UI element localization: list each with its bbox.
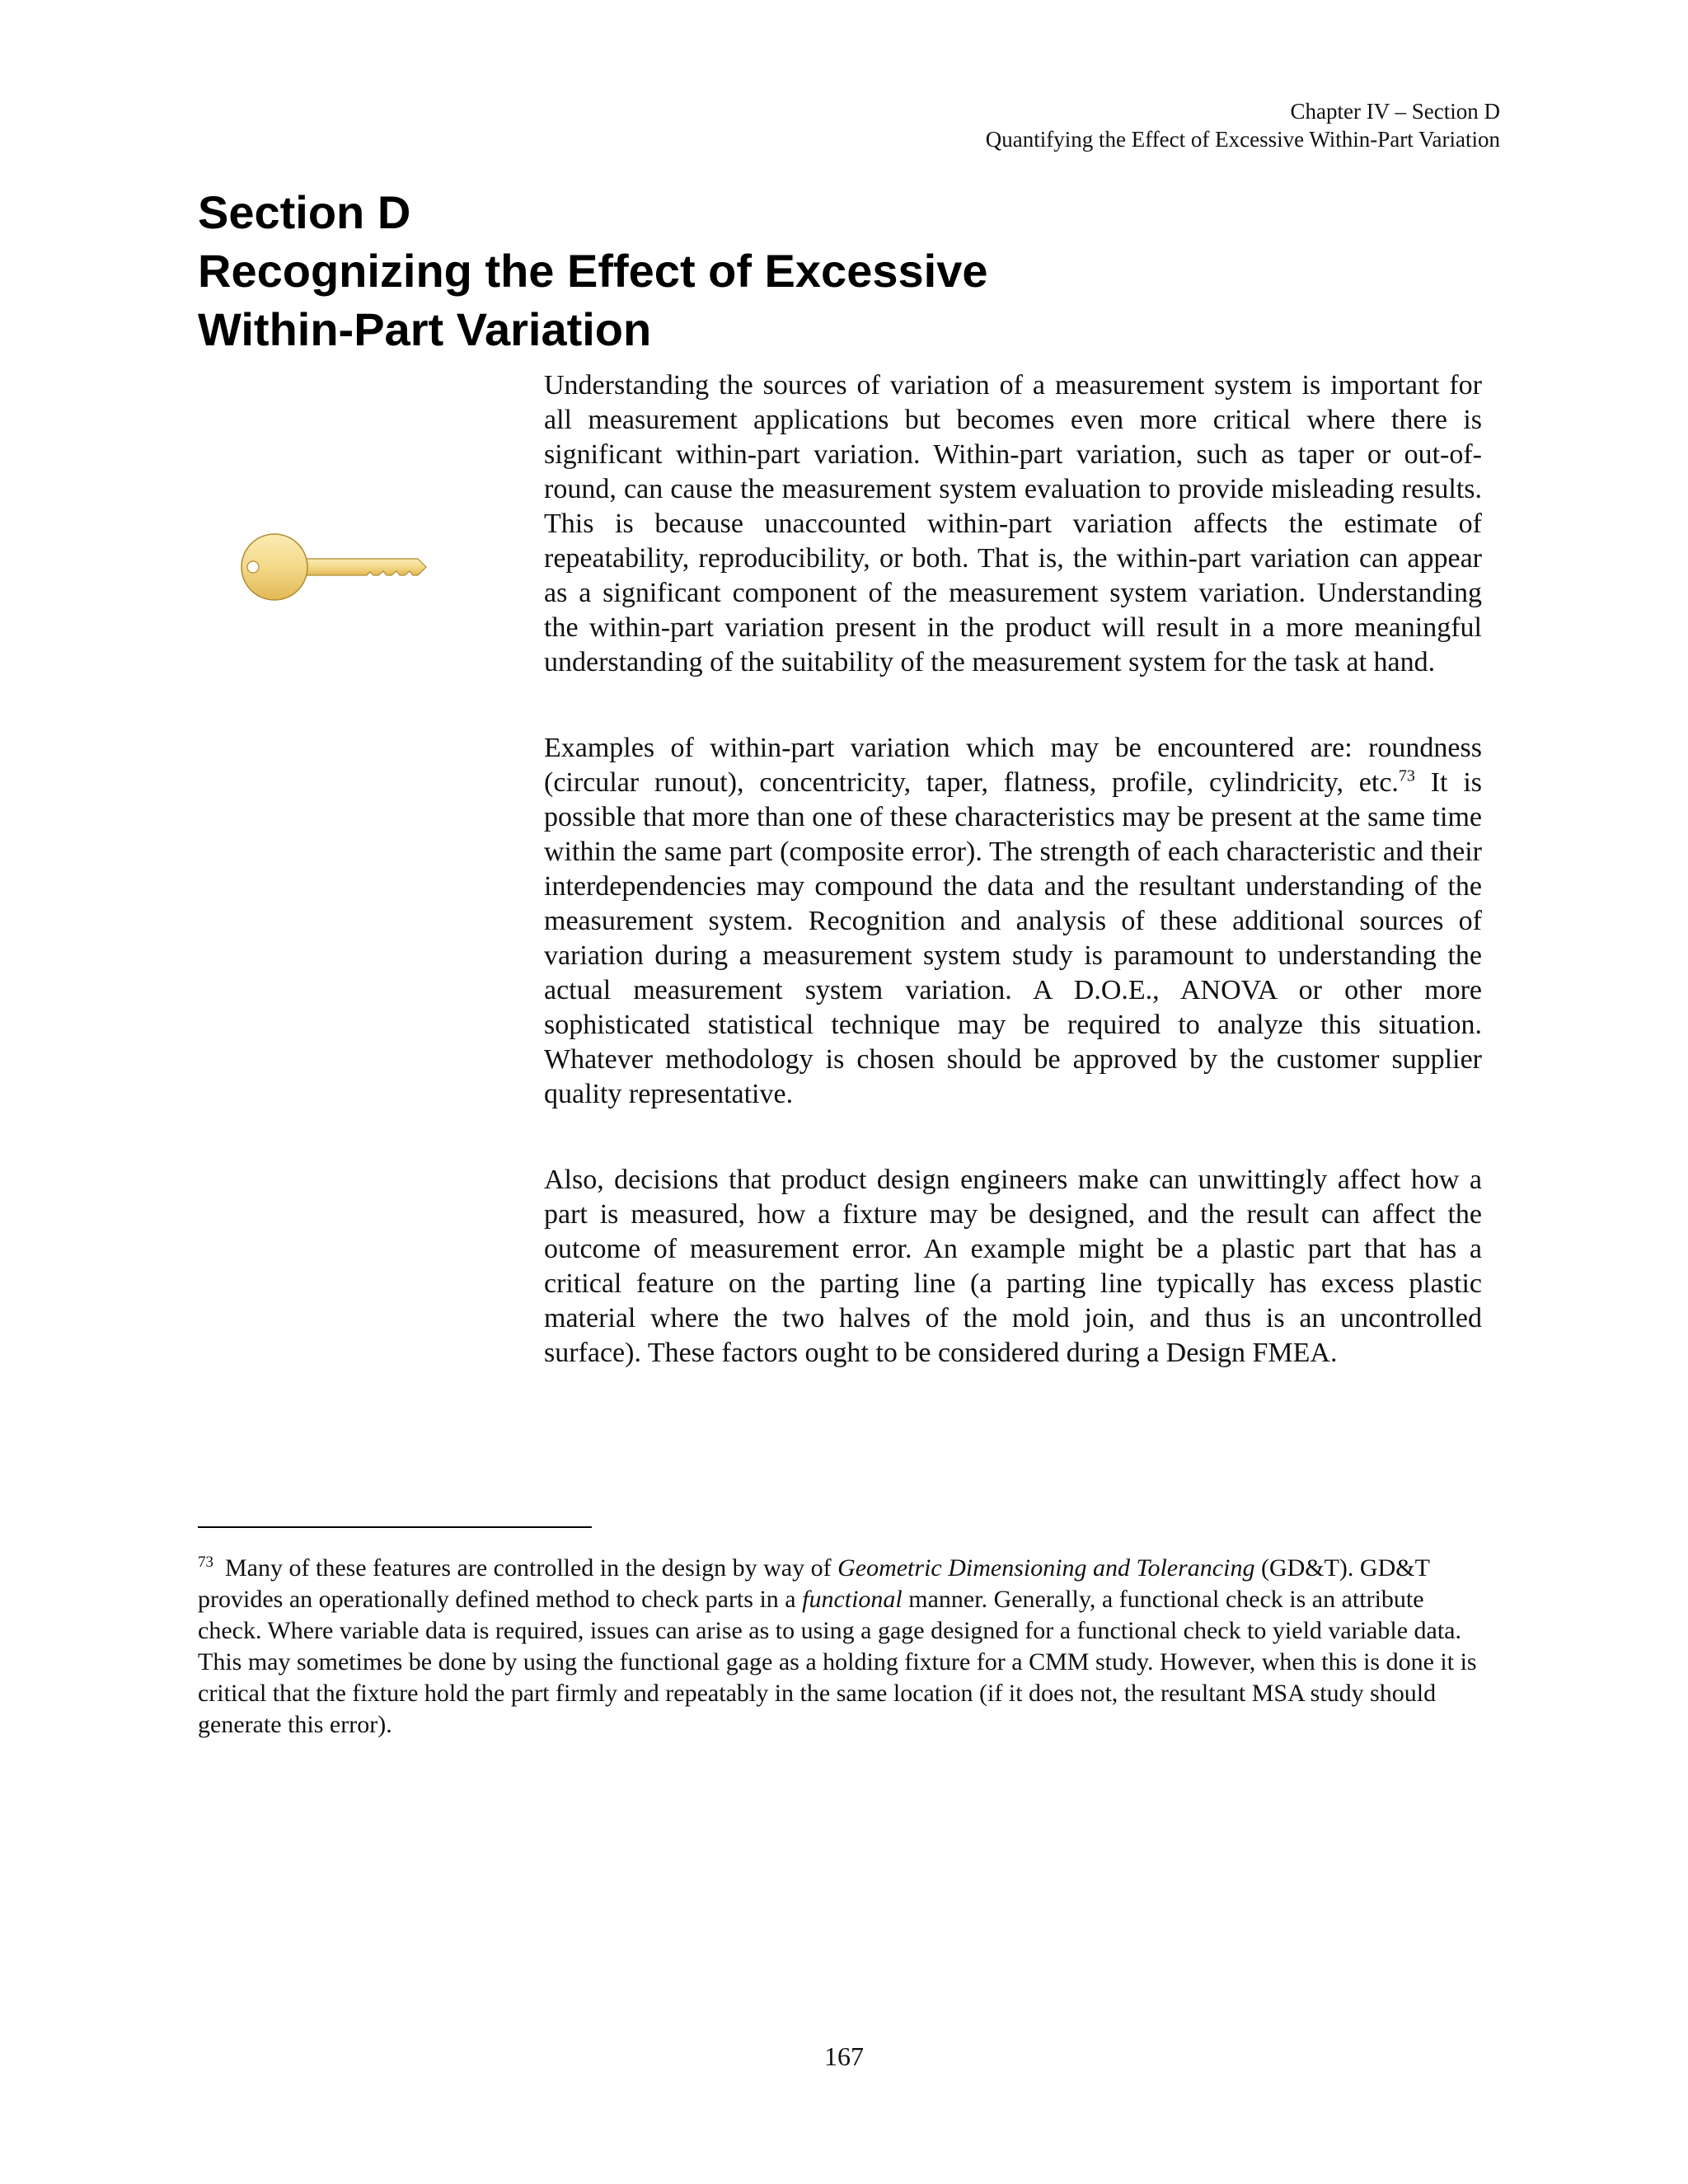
footnote-text-a: Many of these features are controlled in the design by way of <box>225 1554 838 1582</box>
key-icon <box>235 532 429 610</box>
footnote-italic-gdt: Geometric Dimensioning and Tolerancing <box>837 1554 1255 1582</box>
footnote-text-c: manner. Generally, a functional check is an attribute check. Where variable data is required, issues can arise as to using a gage designed for a functional check to yield variable data. This may sometimes be done by using the functional gage as a holding fixture for a CMM study. However, when this is done it is critical that the fixture hold the part firmly and repeatably in the same location (if it does not, the resultant MSA study should generate this error). <box>198 1586 1477 1738</box>
section-title <box>198 183 987 359</box>
running-header-chapter: Chapter IV – Section D <box>1290 99 1500 124</box>
paragraph-3: Also, decisions that product design engineers make can unwittingly affect how a part is measured, how a fixture may be designed, and the result can affect the outcome of measurement error. An example might be a plastic part that has a critical feature on the parting line (a parting line typically has excess plastic material where the two halves of the mold join, and thus is an uncontrolled surface). These factors ought to be considered during a Design FMEA. <box>544 1165 1482 1368</box>
running-header-subtitle: Quantifying the Effect of Excessive Within-Part Variation <box>985 127 1500 152</box>
page-number: 167 <box>824 2041 864 2071</box>
body-text <box>544 368 1482 1422</box>
footnote-reference[interactable]: 73 <box>1398 766 1415 785</box>
footnote-separator <box>198 1526 592 1528</box>
section-title-line-2: Recognizing the Effect of Excessive <box>198 245 988 297</box>
section-title-line-3: Within-Part Variation <box>198 303 652 355</box>
footnote-text-b: (GD&T). GD&T provides an operationally defined method to check parts in a <box>198 1554 1430 1613</box>
paragraph-1: Understanding the sources of variation of a measurement system is important for all measurement applications but becomes even more critical where there is significant within-part variation. Within-part variation, such as taper or out-of-round, can cause the measurement system evaluation to provide misleading results. This is because unaccounted within-part variation affects the estimate of repeatability, reproducibility, or both. That is, the within-part variation can appear as a significant component of the measurement system variation. Understanding the within-part variation present in the product will result in a more meaningful understanding of the suitability of the measurement system for the task at hand. <box>544 370 1482 677</box>
paragraph-2-text-a: Examples of within-part variation which may be encountered are: roundness (circular runout), concentricity, taper, flatness, profile, cylindricity, etc. <box>544 733 1482 798</box>
section-title-line-1: Section D <box>198 186 411 238</box>
paragraph-2-text-b: It is possible that more than one of these characteristics may be present at the same time within the same part (composite error). The strength of each characteristic and their interdependencies may compound the data and the resultant understanding of the measurement system. Recognition and analysis of these additional sources of variation during a measurement system study is paramount to understanding the actual measurement system variation. A D.O.E., ANOVA or other more sophisticated statistical technique may be required to analyze this situation. Whatever methodology is chosen should be approved by the customer supplier quality representative. <box>544 767 1482 1109</box>
running-header <box>986 97 1500 153</box>
footnote-number: 73 <box>198 1554 213 1571</box>
paragraph-2 <box>544 731 1482 1112</box>
footnote <box>198 1553 1484 1741</box>
footnote-italic-functional: functional <box>802 1586 903 1613</box>
